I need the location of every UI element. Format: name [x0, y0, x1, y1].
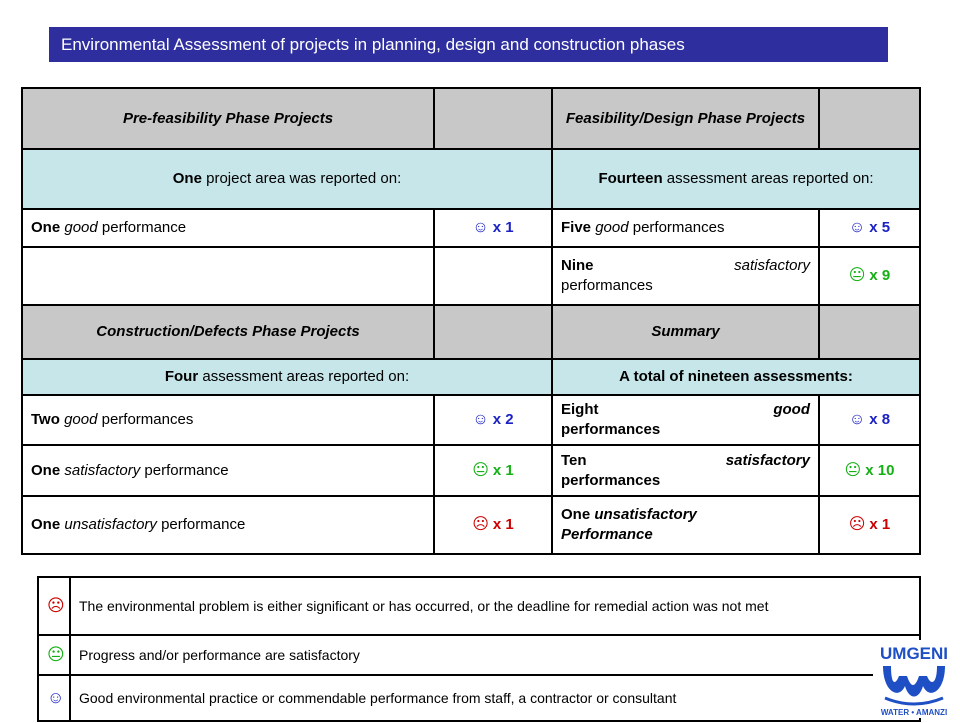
construction-summary: Four assessment areas reported on:	[22, 359, 552, 395]
score-cell: 😐 x 9	[819, 247, 920, 305]
header-construction-defects: Construction/Defects Phase Projects	[22, 305, 434, 359]
logo-wordmark: UMGENI	[880, 644, 948, 663]
header-empty-cell	[434, 305, 552, 359]
result-text: Nine satisfactory performances	[552, 247, 819, 305]
smile-icon: ☺	[472, 411, 489, 428]
header-summary: Summary	[552, 305, 819, 359]
legend-text: Good environmental practice or commendable performance from staff, a contractor or consultant	[70, 675, 920, 721]
logo-graphic	[873, 640, 955, 718]
table-row	[22, 496, 920, 554]
smile-icon: ☺	[38, 675, 70, 721]
result-text: Five good performances	[552, 209, 819, 247]
legend-row	[38, 577, 920, 635]
neutral-face-icon: 😐	[472, 461, 489, 479]
subheader-row	[22, 359, 920, 395]
table-row	[22, 445, 920, 496]
legend-row	[38, 675, 920, 721]
sad-face-icon: ☹	[472, 516, 489, 533]
score-cell: 😐 x 10	[819, 445, 920, 496]
total-summary: A total of nineteen assessments:	[552, 359, 920, 395]
score-cell: ☺ x 1	[434, 209, 552, 247]
prefeasibility-summary: One project area was reported on:	[22, 149, 552, 209]
score-cell: ☺ x 2	[434, 395, 552, 445]
subheader-row	[22, 149, 920, 209]
header-empty-cell	[819, 88, 920, 149]
legend-text: Progress and/or performance are satisfactory	[70, 635, 920, 675]
empty-cell	[434, 247, 552, 305]
result-text: Two good performances	[22, 395, 434, 445]
neutral-face-icon: 😐	[848, 267, 866, 284]
result-text: Ten satisfactory performances	[552, 445, 819, 496]
score-cell: 😐 x 1	[434, 445, 552, 496]
smile-icon: ☺	[472, 219, 489, 236]
result-text: One unsatisfactory Performance	[552, 496, 819, 554]
score-cell: ☹ x 1	[819, 496, 920, 554]
header-row-phases	[22, 305, 920, 359]
result-text: One good performance	[22, 209, 434, 247]
assessment-table	[21, 87, 921, 555]
smile-icon: ☺	[848, 411, 866, 428]
sad-face-icon: ☹	[38, 577, 70, 635]
sad-face-icon: ☹	[848, 516, 866, 533]
legend-row	[38, 635, 920, 675]
score-cell: ☹ x 1	[434, 496, 552, 554]
header-empty-cell	[434, 88, 552, 149]
umgeni-water-logo	[873, 640, 955, 718]
table-row	[22, 209, 920, 247]
page-title: Environmental Assessment of projects in planning, design and construction phases	[49, 27, 888, 62]
score-cell: ☺ x 8	[819, 395, 920, 445]
table-row	[22, 247, 920, 305]
header-feasibility-design: Feasibility/Design Phase Projects	[552, 88, 819, 149]
legend-table	[37, 576, 921, 722]
table-row	[22, 395, 920, 445]
result-text: Eight good performances	[552, 395, 819, 445]
feasibility-summary: Fourteen assessment areas reported on:	[552, 149, 920, 209]
logo-tagline: WATER • AMANZI	[880, 708, 948, 717]
legend-text: The environmental problem is either significant or has occurred, or the deadline for remedial action was not met	[70, 577, 920, 635]
header-empty-cell	[819, 305, 920, 359]
header-row-phases	[22, 88, 920, 149]
smile-icon: ☺	[848, 219, 866, 236]
score-cell: ☺ x 5	[819, 209, 920, 247]
neutral-face-icon: 😐	[844, 461, 862, 479]
neutral-face-icon: 😐	[38, 635, 70, 675]
result-text: One satisfactory performance	[22, 445, 434, 496]
result-text: One unsatisfactory performance	[22, 496, 434, 554]
empty-cell	[22, 247, 434, 305]
header-prefeasibility: Pre-feasibility Phase Projects	[22, 88, 434, 149]
